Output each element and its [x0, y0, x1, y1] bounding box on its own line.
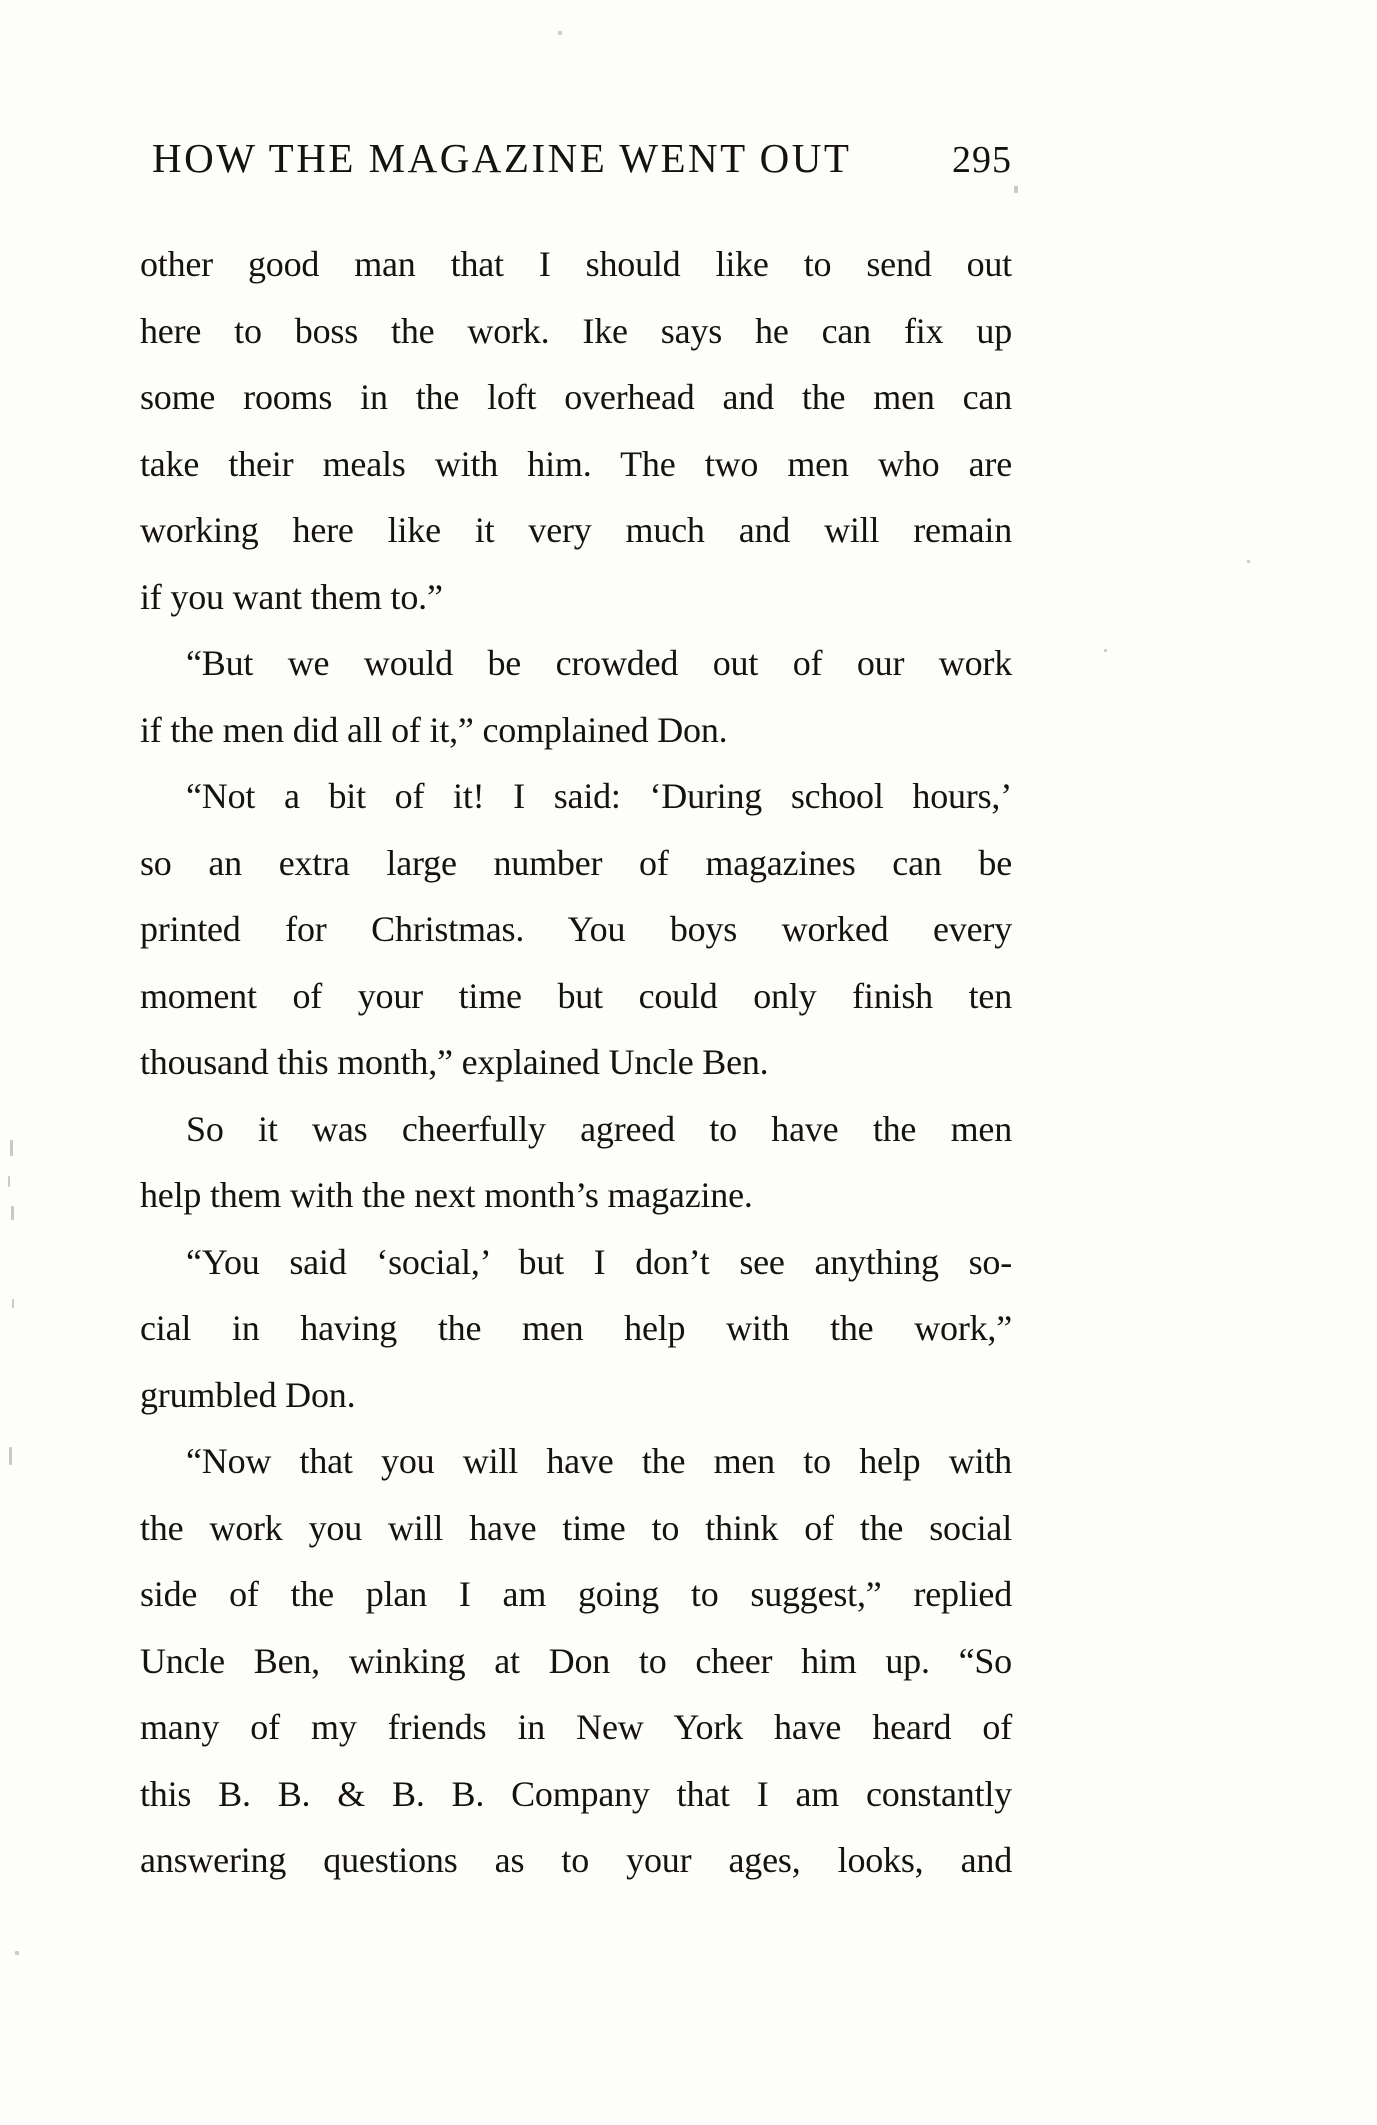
text-line: Uncle Ben, winking at Don to cheer him up. “So	[140, 1640, 1012, 1681]
scan-speck	[10, 1140, 13, 1156]
text-line: cial in having the men help with the work,”	[140, 1308, 1012, 1348]
text-line: here to boss the work. Ike says he can fix up	[140, 310, 1012, 351]
scan-speck	[12, 1299, 14, 1308]
scan-speck	[8, 1176, 10, 1187]
text-line: working here like it very much and will remain	[140, 510, 1012, 550]
text-line: many of my friends in New York have heard of	[140, 1707, 1012, 1747]
text-line: “Not a bit of it! I said: ‘During school hours,’	[186, 776, 1012, 816]
scan-speck	[11, 1206, 14, 1220]
text-line: some rooms in the loft overhead and the men can	[140, 377, 1012, 417]
scan-speck	[9, 1447, 12, 1465]
text-line: “But we would be crowded out of our work	[186, 643, 1012, 683]
scan-speck	[1104, 649, 1107, 652]
text-line: answering questions as to your ages, looks, and	[140, 1840, 1012, 1880]
chapter-title: HOW THE MAGAZINE WENT OUT	[152, 135, 852, 181]
text-line: take their meals with him. The two men who are	[140, 443, 1012, 484]
text-line: grumbled Don.	[140, 1374, 356, 1415]
text-line: So it was cheerfully agreed to have the men	[186, 1108, 1012, 1149]
text-line: “Now that you will have the men to help with	[186, 1441, 1012, 1481]
text-line: side of the plan I am going to suggest,” replied	[140, 1574, 1012, 1614]
text-line: so an extra large number of magazines can be	[140, 842, 1012, 883]
text-line: if you want them to.”	[140, 576, 443, 617]
text-line: help them with the next month’s magazine.	[140, 1175, 753, 1215]
scan-speck	[1247, 560, 1250, 563]
text-line: printed for Christmas. You boys worked every	[140, 909, 1012, 949]
scan-speck	[1014, 186, 1018, 193]
text-line: this B. B. & B. B. Company that I am constantly	[140, 1773, 1012, 1814]
text-line: “You said ‘social,’ but I don’t see anything so-	[186, 1241, 1012, 1282]
text-line: if the men did all of it,” complained Don.	[140, 709, 728, 750]
scan-speck	[558, 31, 562, 35]
text-block	[140, 231, 1012, 1894]
text-line: the work you will have time to think of the social	[140, 1507, 1012, 1548]
page-header	[140, 134, 1012, 182]
page-number: 295	[952, 139, 1012, 181]
text-line: moment of your time but could only finish ten	[140, 975, 1012, 1016]
text-line: thousand this month,” explained Uncle Ben.	[140, 1042, 769, 1082]
text-line: other good man that I should like to send out	[140, 244, 1012, 284]
scan-speck	[15, 1951, 19, 1955]
